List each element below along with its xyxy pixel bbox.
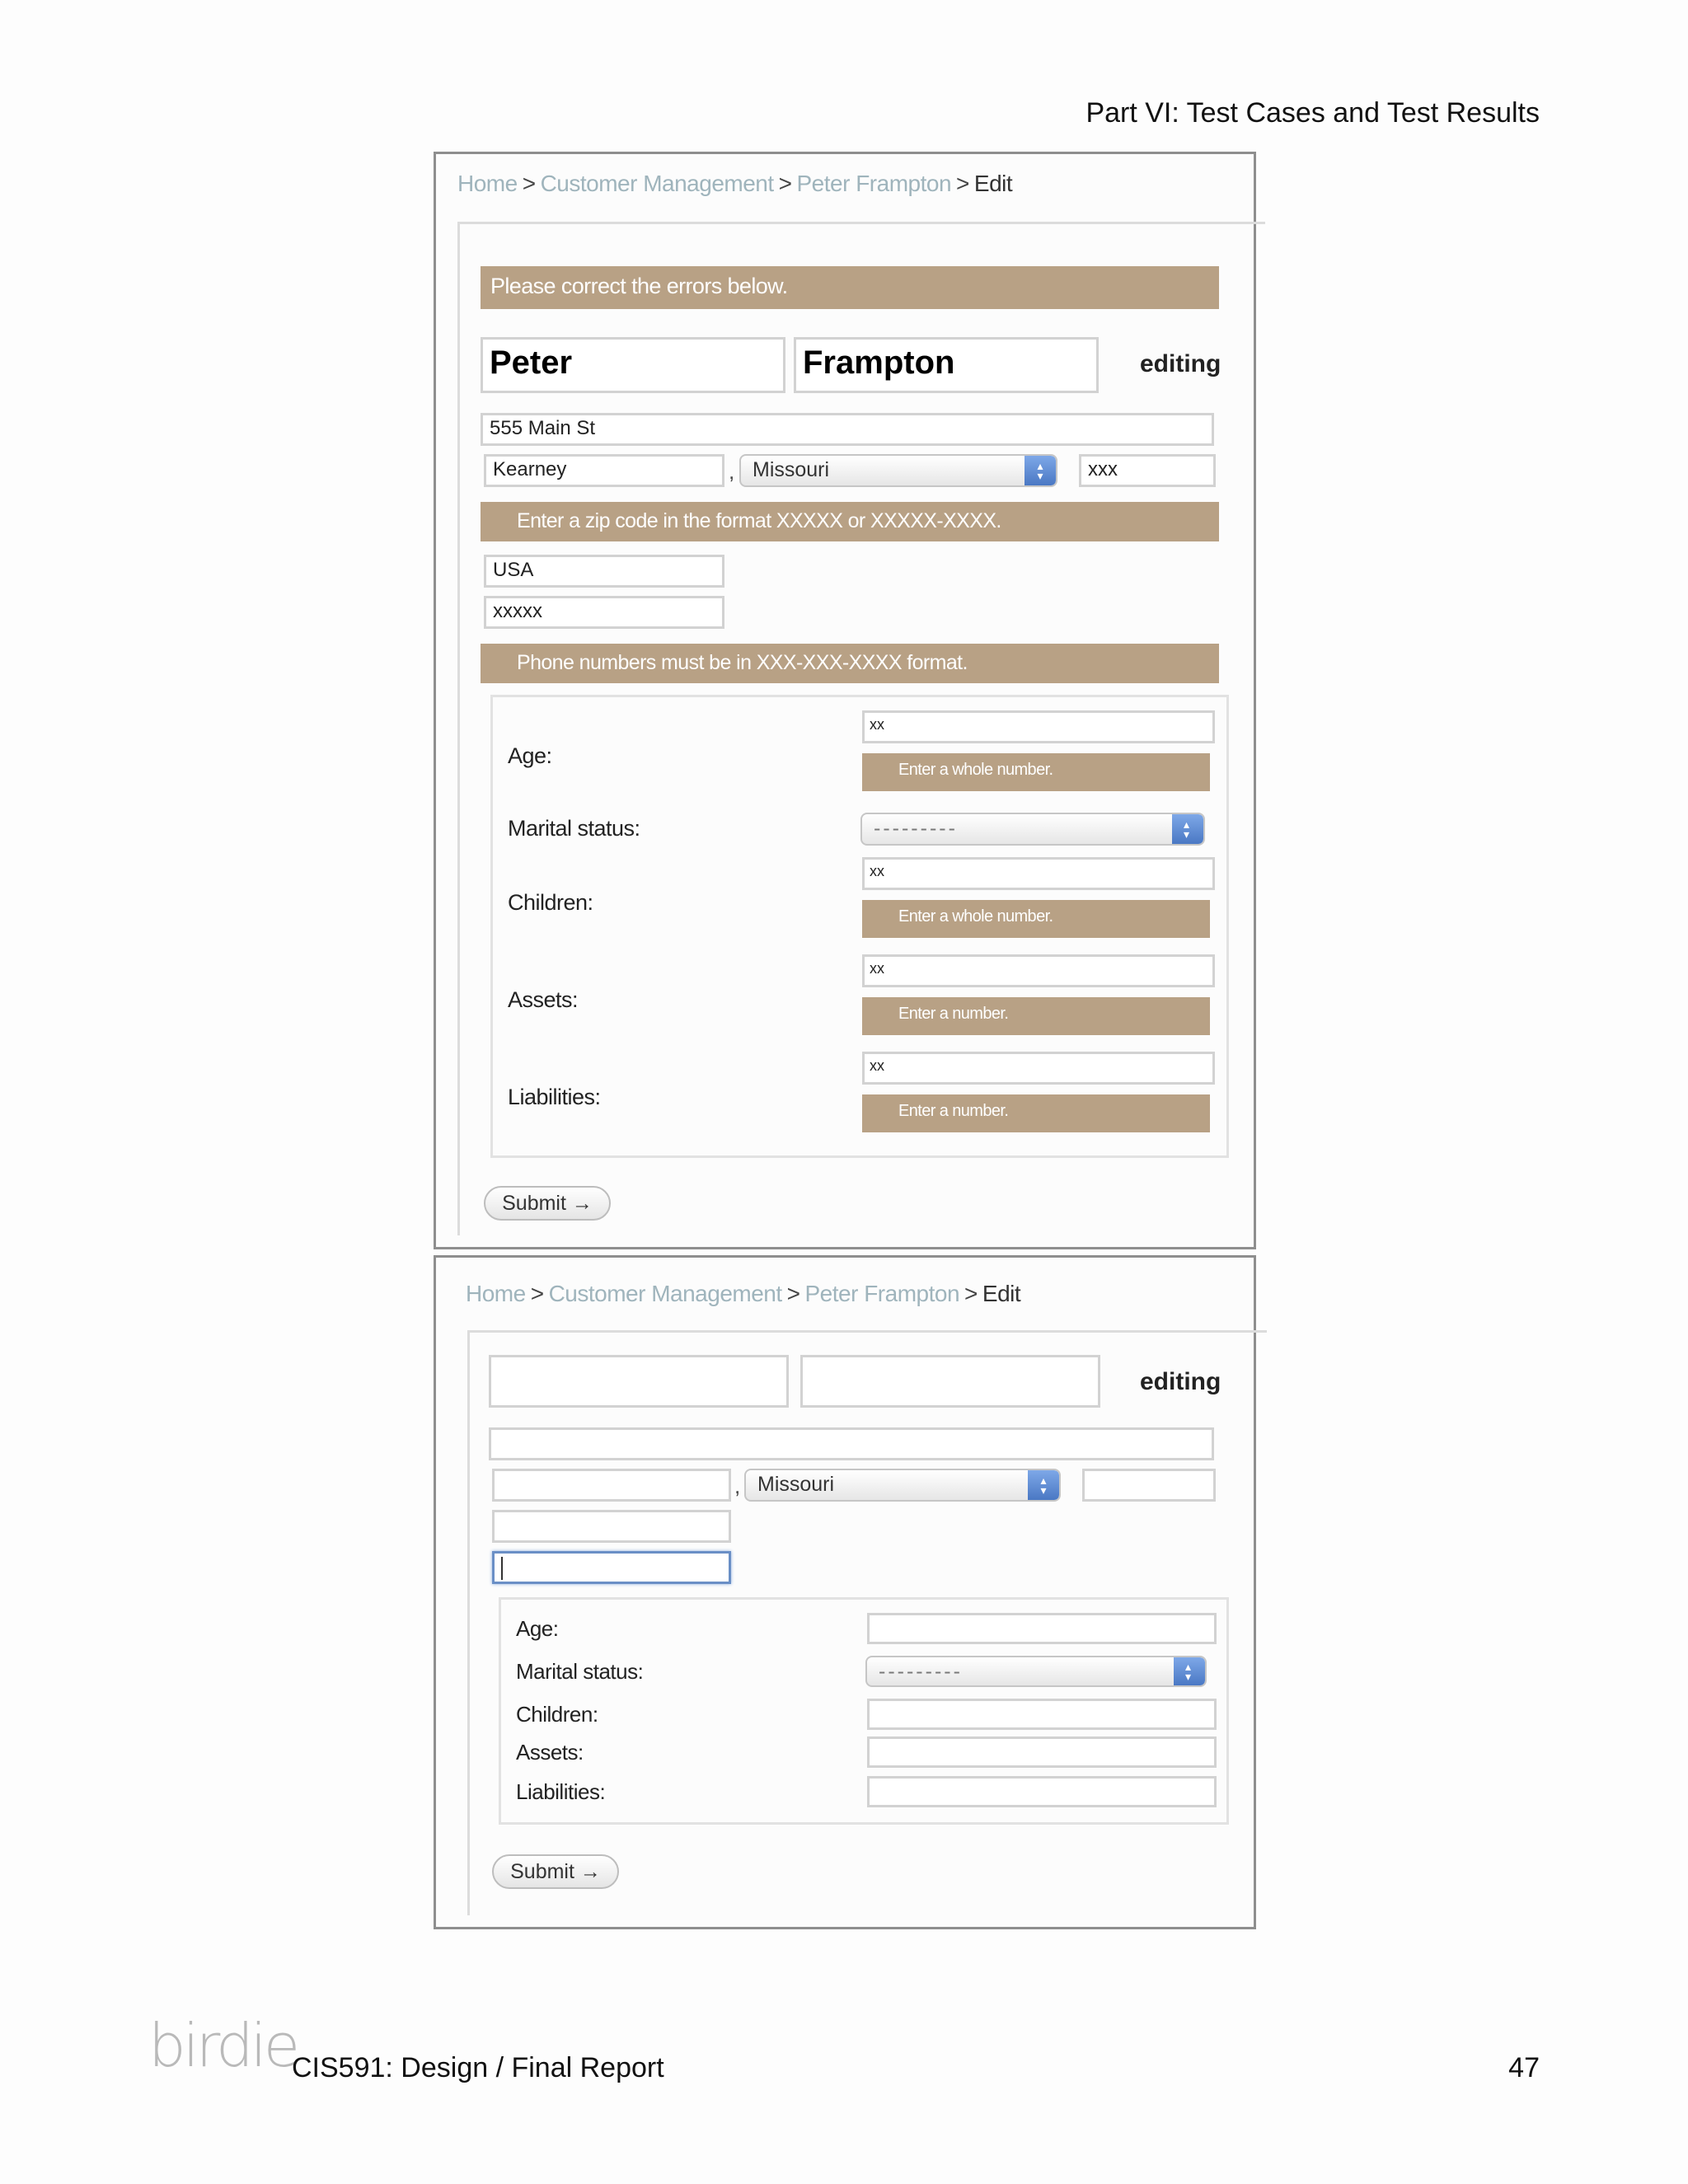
- country-field[interactable]: [492, 1510, 731, 1543]
- screenshot-empty-state: [434, 1255, 1256, 1929]
- children-field[interactable]: [867, 1699, 1217, 1730]
- country-field[interactable]: USA: [484, 555, 724, 588]
- children-label: Children:: [516, 1702, 598, 1727]
- assets-field[interactable]: [867, 1736, 1217, 1768]
- zip-field[interactable]: [1082, 1469, 1216, 1502]
- text-caret: [501, 1557, 503, 1580]
- breadcrumb-customer-management-link[interactable]: Customer Management: [548, 1281, 782, 1306]
- page-header-title: Part VI: Test Cases and Test Results: [1085, 97, 1540, 129]
- breadcrumb-home-link[interactable]: Home: [466, 1281, 526, 1306]
- zip-error-banner: Enter a zip code in the format XXXXX or XXXXX-XXXX.: [481, 502, 1219, 541]
- marital-status-label: Marital status:: [508, 816, 640, 841]
- content-left-rule: [457, 222, 460, 1235]
- marital-status-select[interactable]: [865, 1656, 1207, 1687]
- phone-field[interactable]: [492, 1551, 731, 1584]
- form-error-banner: Please correct the errors below.: [481, 266, 1219, 309]
- street-field[interactable]: [489, 1427, 1214, 1460]
- state-select-value: Missouri: [757, 1473, 835, 1496]
- state-select[interactable]: [744, 1469, 1061, 1502]
- select-arrows-icon: ▴ ▾: [1174, 1657, 1205, 1685]
- street-field[interactable]: 555 Main St: [481, 413, 1214, 446]
- phone-error-banner: Phone numbers must be in XXX-XXX-XXXX format.: [481, 644, 1219, 683]
- page-number: 47: [1508, 2052, 1540, 2083]
- age-label: Age:: [516, 1616, 559, 1641]
- breadcrumb-customer-management-link[interactable]: Customer Management: [540, 171, 774, 196]
- assets-field[interactable]: xx: [862, 954, 1215, 987]
- age-label: Age:: [508, 743, 552, 768]
- zip-field[interactable]: xxx: [1079, 454, 1216, 487]
- city-state-comma: ,: [729, 459, 735, 484]
- liabilities-label: Liabilities:: [516, 1779, 606, 1804]
- breadcrumb-current: Edit: [982, 1281, 1021, 1306]
- phone-field[interactable]: xxxxx: [484, 596, 724, 629]
- children-error-banner: Enter a whole number.: [862, 900, 1210, 938]
- submit-button[interactable]: Submit →: [492, 1854, 619, 1889]
- city-field[interactable]: Kearney: [484, 454, 724, 487]
- marital-status-select-value: ---------: [874, 817, 958, 840]
- editing-label: editing: [1140, 1368, 1221, 1395]
- age-field[interactable]: [867, 1613, 1217, 1644]
- breadcrumb: Home > Customer Management > Peter Frampton > Edit: [466, 1281, 1021, 1306]
- details-fieldset: [499, 1597, 1229, 1825]
- first-name-field[interactable]: [489, 1355, 789, 1408]
- age-error-banner: Enter a whole number.: [862, 753, 1210, 791]
- content-top-rule: [467, 1330, 1267, 1333]
- state-select[interactable]: [739, 454, 1057, 487]
- first-name-field[interactable]: Peter: [481, 337, 785, 393]
- last-name-field[interactable]: [800, 1355, 1100, 1408]
- breadcrumb-home-link[interactable]: Home: [457, 171, 518, 196]
- liabilities-field[interactable]: xx: [862, 1052, 1215, 1085]
- breadcrumb: Home > Customer Management > Peter Frampton > Edit: [457, 171, 1013, 196]
- age-field[interactable]: xx: [862, 710, 1215, 743]
- birdie-logo: birdie: [148, 2011, 298, 2080]
- breadcrumb-current: Edit: [973, 171, 1013, 196]
- last-name-field[interactable]: Frampton: [794, 337, 1099, 393]
- marital-status-select-value: ---------: [879, 1660, 963, 1683]
- content-left-rule: [467, 1330, 470, 1915]
- assets-label: Assets:: [508, 987, 579, 1012]
- city-state-comma: ,: [734, 1474, 741, 1498]
- breadcrumb-person-link[interactable]: Peter Frampton: [796, 171, 952, 196]
- content-top-rule: [457, 222, 1265, 224]
- select-arrows-icon: ▴ ▾: [1028, 1470, 1059, 1500]
- submit-button[interactable]: Submit →: [484, 1186, 611, 1221]
- marital-status-label: Marital status:: [516, 1659, 644, 1684]
- assets-error-banner: Enter a number.: [862, 997, 1210, 1035]
- liabilities-error-banner: Enter a number.: [862, 1094, 1210, 1132]
- footer-report-title: CIS591: Design / Final Report: [292, 2052, 664, 2083]
- state-select-value: Missouri: [753, 458, 830, 481]
- liabilities-field[interactable]: [867, 1776, 1217, 1807]
- children-label: Children:: [508, 890, 593, 915]
- liabilities-label: Liabilities:: [508, 1085, 601, 1109]
- editing-label: editing: [1140, 350, 1221, 377]
- marital-status-select[interactable]: [860, 813, 1205, 846]
- select-arrows-icon: ▴ ▾: [1025, 456, 1056, 485]
- screenshot-error-state: [434, 152, 1256, 1249]
- assets-label: Assets:: [516, 1740, 584, 1765]
- select-arrows-icon: ▴ ▾: [1172, 814, 1203, 844]
- details-fieldset: [490, 695, 1229, 1158]
- breadcrumb-person-link[interactable]: Peter Frampton: [804, 1281, 960, 1306]
- children-field[interactable]: xx: [862, 857, 1215, 890]
- city-field[interactable]: [492, 1469, 731, 1502]
